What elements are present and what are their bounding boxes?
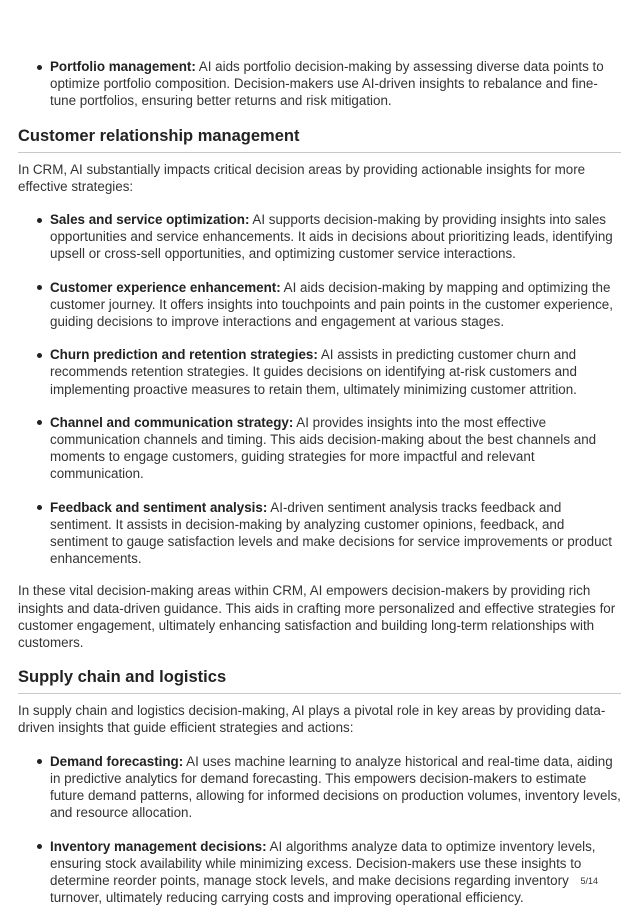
crm-intro-paragraph: In CRM, AI substantially impacts critical decision areas by providing actionable insights for more effective strategies: [18,161,586,194]
list-item-title: Demand forecasting: [50,753,184,769]
list-item-title: Customer experience enhancement: [50,279,281,295]
section-heading-crm: Customer relationship management [18,126,621,153]
bullet-icon [37,285,42,290]
list-item [18,211,621,263]
list-item [18,753,621,822]
list-item [18,499,621,568]
bullet-icon [37,759,42,764]
bullet-icon [37,218,42,223]
page-number: 5/14 [580,876,598,886]
document-page [18,58,621,922]
supply-bullet-list [18,753,621,907]
bullet-icon [37,844,42,849]
supply-intro-paragraph: In supply chain and logistics decision-making, AI plays a pivotal role in key areas by providing data-driven insights that guide efficient strategies and actions: [18,703,606,736]
list-item [18,58,621,110]
list-item-text: AI aids decision-making by mapping and optimizing the customer journey. It offers insights into touchpoints and pain points in the customer experience, guiding decisions to improve interactions and engagement at various stages. [50,279,613,330]
list-item-title: Feedback and sentiment analysis: [50,499,268,515]
list-item-text: AI uses machine learning to analyze historical and real-time data, aiding in predictive analytics for demand forecasting. This empowers decision-makers to estimate future demand patterns, allowing for informed decisions on production volumes, inventory levels, and resource allocation. [50,753,621,821]
list-item-title: Inventory management decisions: [50,838,267,854]
section-heading-supply-chain: Supply chain and logistics [18,667,621,694]
list-item-text: AI supports decision-making by providing insights into sales opportunities and service enhancements. It aids in decisions about prioritizing leads, identifying upsell or cross-sell opportunities, and optimizing customer service interactions. [50,212,613,262]
list-item-text: AI algorithms analyze data to optimize inventory levels, ensuring stock availability while minimizing excess. Decision-makers use these insights to determine reorder points, manage stock levels, and make decisions regarding inventory turnover, ultimately reducing carrying costs and improving operational efficiency. [50,838,596,906]
bullet-icon [37,353,42,358]
list-item-text: AI provides insights into the most effective communication channels and timing. This aids decision-making about the best channels and moments to engage customers, guiding strategies for more impactful and relevant communication. [50,414,597,482]
list-item-text: AI-driven sentiment analysis tracks feedback and sentiment. It assists in decision-making by analyzing customer opinions, feedback, and sentiment to gauge satisfaction levels and make decisions for service improvements or product enhancements. [50,499,612,567]
list-item-text: AI assists in predicting customer churn and recommends retention strategies. It guides decisions on identifying at-risk customers and implementing proactive measures to retain them, ultimately minimizing customer attrition. [50,347,577,397]
list-item [18,414,621,483]
bullet-icon [37,420,42,425]
list-item-text: AI aids portfolio decision-making by assessing diverse data points to optimize portfolio composition. Decision-makers use AI-driven insights to rebalance and fine-tune portfolios, ensuring better returns and risk mitigation. [50,59,604,109]
list-item [18,279,621,331]
list-item-title: Channel and communication strategy: [50,414,294,430]
bullet-icon [37,65,42,70]
bullet-icon [37,505,42,510]
list-item-title: Churn prediction and retention strategies: [50,347,318,363]
crm-bullet-list [18,211,621,567]
list-item-title: Sales and service optimization: [50,212,250,228]
list-item-title: Portfolio management: [50,59,196,74]
list-item [18,838,621,907]
crm-outro-paragraph: In these vital decision-making areas within CRM, AI empowers decision-makers by providing rich insights and data-driven guidance. This aids in crafting more personalized and effective strategies for customer engagement, ultimately enhancing satisfaction and building long-term relationships with customers. [18,583,616,651]
intro-bullet-list [18,58,621,110]
list-item [18,346,621,398]
